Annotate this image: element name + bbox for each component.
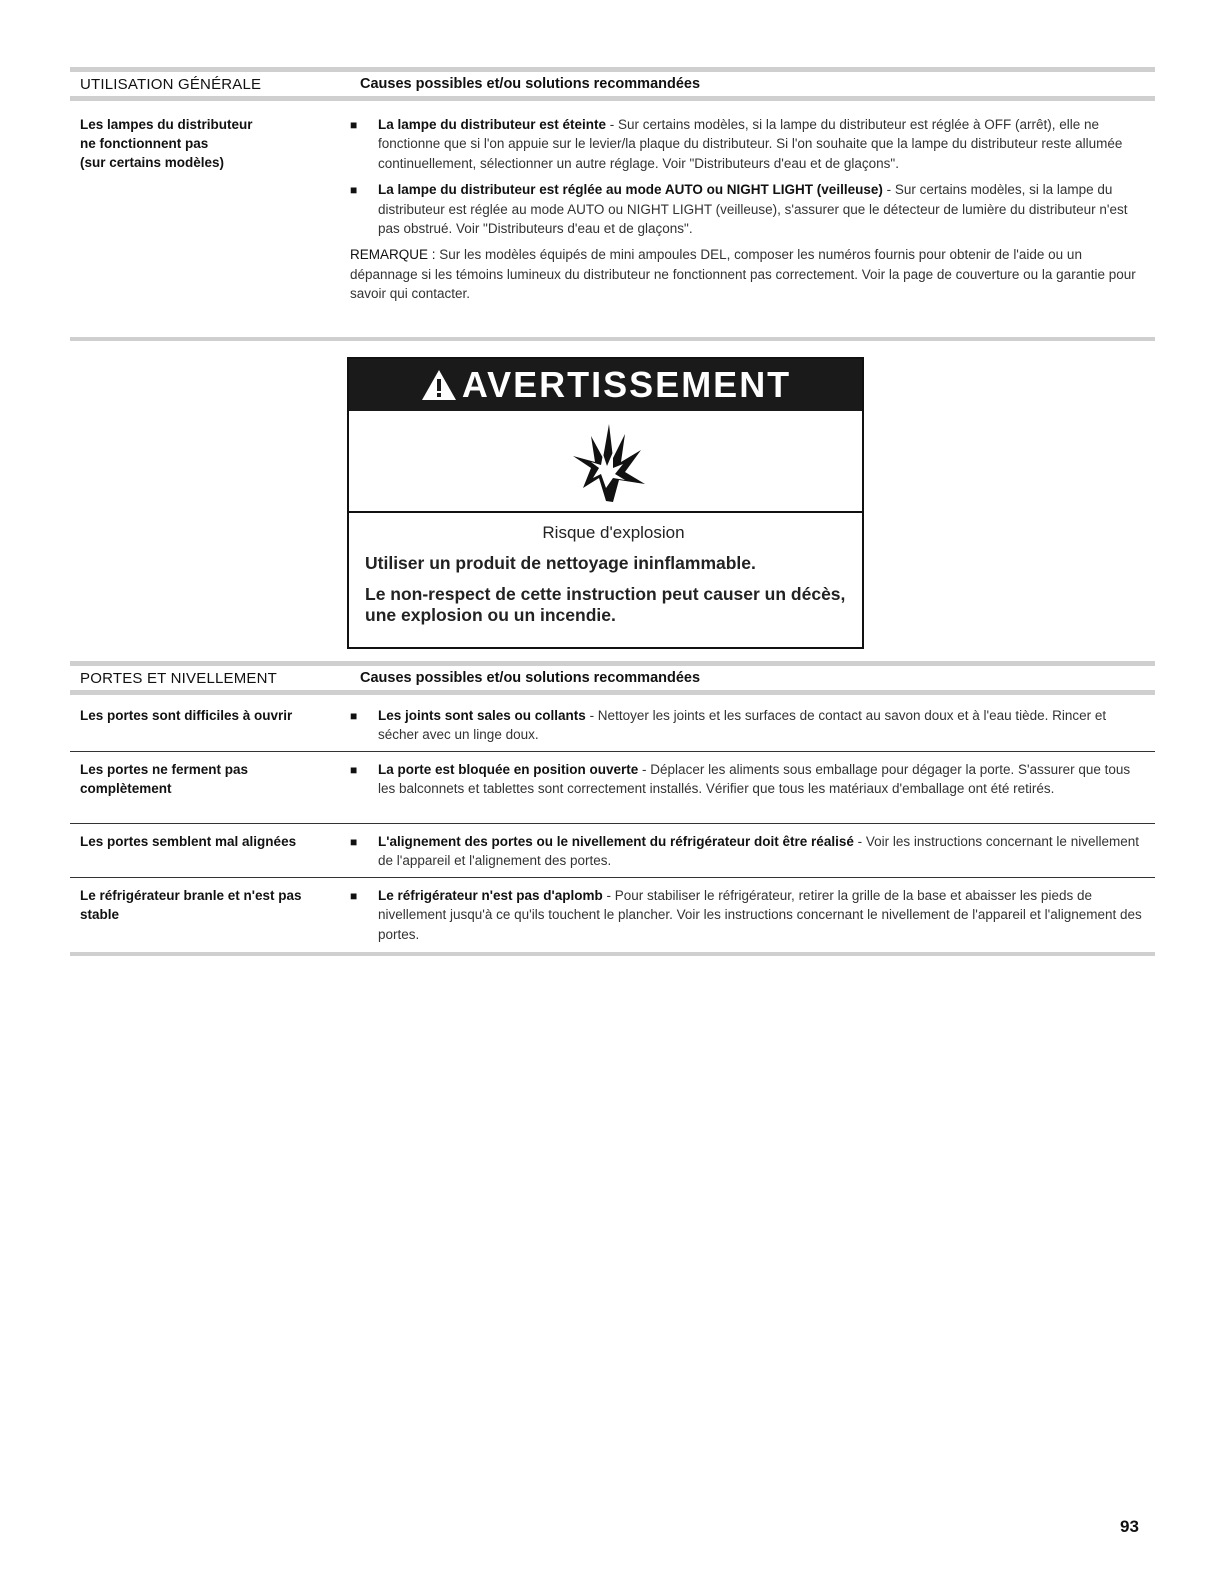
solution-cause: La lampe du distributeur est éteinte: [378, 117, 607, 132]
problem-line: (sur certains modèles): [80, 155, 225, 170]
bullet-icon: ■: [350, 183, 358, 198]
solution-cause: Le réfrigérateur n'est pas d'aplomb: [378, 888, 603, 903]
problem-cell: Les portes semblent mal alignées: [80, 834, 297, 849]
warning-risk: Risque d'explosion: [542, 523, 685, 542]
solution-cell: [350, 760, 1145, 806]
solution-cell: [350, 706, 1145, 752]
section-divider: [70, 952, 1155, 956]
solution-cause: La porte est bloquée en position ouverte: [378, 762, 639, 777]
solution-text: - Pour stabiliser le réfrigérateur, retirer la grille de la base et abaisser les pieds de nivellement jusqu'à ce qu'ils touchent le plancher. Voir les instructions concernant le nivellement de l'appareil et l'alignement des portes.: [378, 888, 1142, 942]
problem-cell: Les portes ne ferment pas complètement: [80, 762, 249, 796]
solution-item: [350, 886, 1145, 944]
solution-cause: L'alignement des portes ou le nivellement du réfrigérateur doit être réalisé: [378, 834, 854, 849]
solution-text: - Nettoyer les joints et les surfaces de contact au savon doux et à l'eau tiède. Rincer et sécher avec un linge doux.: [378, 708, 1107, 743]
table-row: [70, 115, 1155, 304]
solution-item: [350, 706, 1145, 745]
warning-title: AVERTISSEMENT: [461, 364, 792, 405]
row-divider: [70, 823, 1155, 824]
causes-header: Causes possibles et/ou solutions recommandées: [360, 76, 701, 92]
problem-cell: [70, 115, 350, 304]
warning-instruction: Utiliser un produit de nettoyage ininflammable.: [365, 553, 756, 573]
note-text: Sur les modèles équipés de mini ampoules DEL, composer les numéros fournis pour obtenir de l'aide ou un dépannage si les témoins lumineux du distributeur ne fonctionnent pas correctement. Voir la page de couverture ou la garantie pour savoir qui contacter.: [350, 247, 1136, 302]
solution-item: [350, 832, 1145, 871]
bullet-icon: ■: [350, 889, 358, 903]
table-row: [70, 706, 1155, 752]
warning-consequence: Le non-respect de cette instruction peut causer un décès, une explosion ou un incendie.: [365, 584, 846, 625]
solution-text: - Sur certains modèles, si la lampe du distributeur est réglée au mode AUTO ou NIGHT LIGHT (veilleuse), s'assurer que le détecteur de lumière du distributeur n'est pas obstrué. Voir "Distributeurs d'eau et de glaçons".: [378, 182, 1128, 237]
section-header-general-use: [70, 67, 1155, 101]
note: [350, 245, 1145, 303]
bullet-icon: ■: [350, 835, 358, 849]
solution-cell: [350, 832, 1145, 878]
table-row: [70, 760, 1155, 806]
section-header-doors: [70, 661, 1155, 695]
solution-cause: Les joints sont sales ou collants: [378, 708, 586, 723]
solution-cell: [350, 886, 1145, 951]
problem-cell: Le réfrigérateur branle et n'est pas stable: [80, 888, 302, 922]
section-title: UTILISATION GÉNÉRALE: [80, 75, 262, 93]
solution-text: - Voir les instructions concernant le nivellement de l'appareil et l'alignement des portes.: [378, 834, 1139, 869]
bullet-icon: ■: [350, 118, 358, 132]
table-row: [70, 886, 1155, 951]
solution-cell: [350, 115, 1145, 304]
problem-line: Les lampes du distributeur: [80, 117, 253, 132]
note-label: REMARQUE :: [350, 247, 436, 263]
bullet-icon: ■: [350, 709, 358, 723]
solution-item: [350, 115, 1145, 173]
warning-triangle-icon: [420, 368, 458, 402]
solution-item: [350, 760, 1145, 799]
row-divider: [70, 751, 1155, 752]
problem-cell: Les portes sont difficiles à ouvrir: [80, 708, 293, 723]
explosion-icon: [561, 416, 651, 506]
row-divider: [70, 877, 1155, 878]
section-divider: [70, 337, 1155, 341]
solution-item: [350, 180, 1145, 238]
table-row: [70, 832, 1155, 878]
solution-text: - Déplacer les aliments sous emballage pour dégager la porte. S'assurer que tous les balconnets et tablettes sont correctement installés. Vérifier que tous les matériaux d'emballage ont été retirés.: [378, 762, 1131, 797]
warning-box: [347, 357, 864, 649]
solution-cause: La lampe du distributeur est réglée au mode AUTO ou NIGHT LIGHT (veilleuse): [378, 182, 883, 198]
warning-title-bar: [349, 359, 862, 411]
bullet-icon: ■: [350, 763, 358, 777]
warning-pictogram: [349, 411, 862, 513]
problem-line: ne fonctionnent pas: [80, 136, 209, 151]
section-title: PORTES ET NIVELLEMENT: [80, 669, 278, 687]
page-number: 93: [1120, 1517, 1139, 1536]
causes-header: Causes possibles et/ou solutions recommandées: [360, 670, 701, 686]
warning-body: [349, 513, 862, 626]
solution-text: - Sur certains modèles, si la lampe du distributeur est réglée à OFF (arrêt), elle ne fonctionne que si l'on appuie sur le levier/la plaque du distributeur. Si l'on souhaite que la lampe du distributeur reste allumée continuellement, sélectionner un autre réglage. Voir "Distributeurs d'eau et de glaçons".: [378, 117, 1123, 171]
